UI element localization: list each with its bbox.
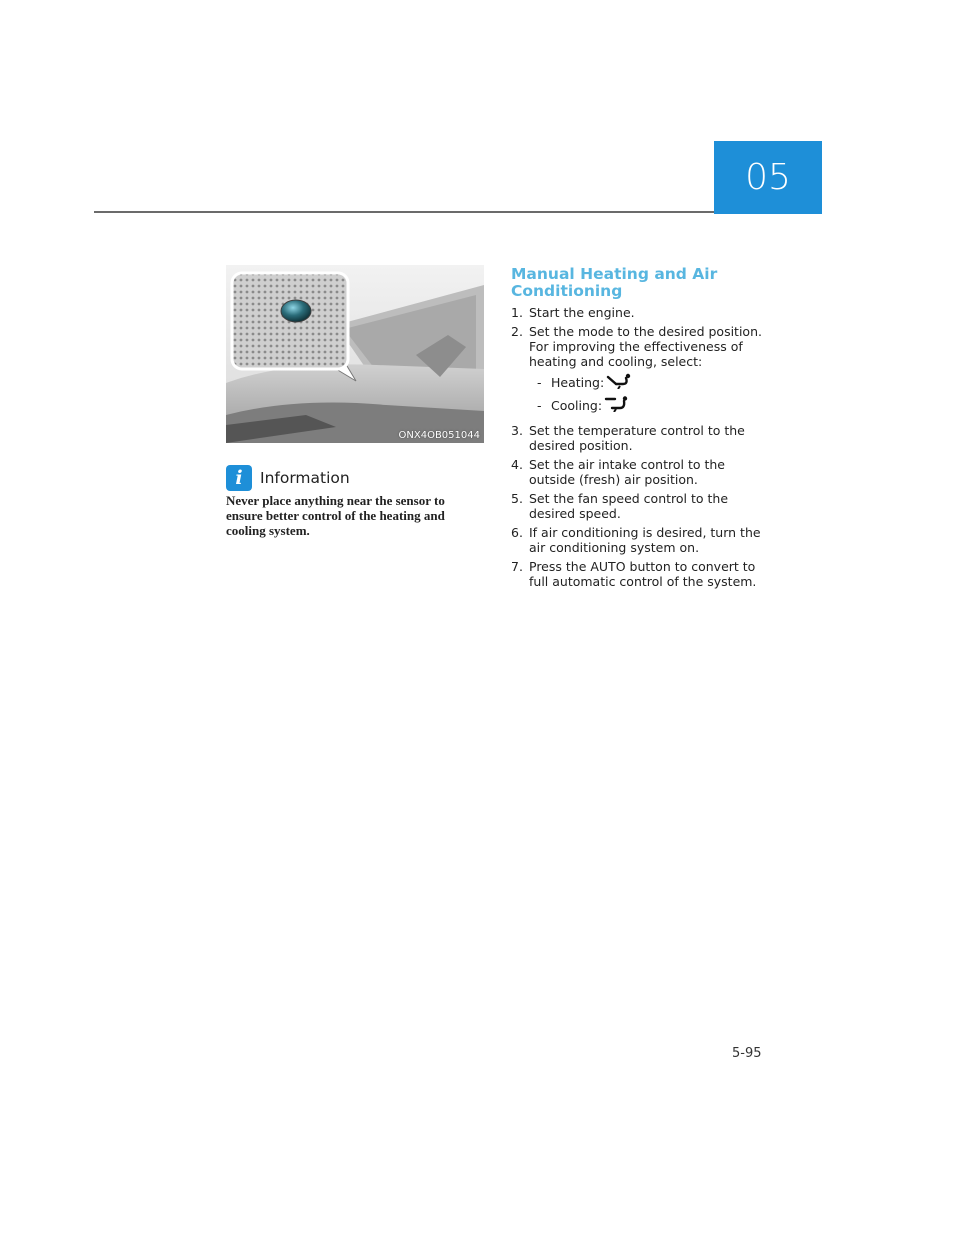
information-title: Information [260, 469, 350, 487]
mode-cooling [537, 396, 773, 415]
list-item [511, 491, 773, 521]
information-body: Never place anything near the sensor to ensure better control of the heating and cooling system. [226, 493, 445, 538]
figure-code: ONX4OB051044 [398, 430, 480, 441]
header-divider [94, 211, 714, 213]
steps-list [511, 305, 773, 593]
step-number: 3. [511, 423, 523, 438]
list-item [511, 423, 773, 453]
dash: - [537, 398, 542, 413]
car-windshield-sensor-image [226, 265, 484, 443]
list-item [511, 559, 773, 589]
step-text: If air conditioning is desired, turn the air conditioning system on. [529, 525, 761, 555]
list-item [511, 457, 773, 487]
list-item [511, 525, 773, 555]
section-title: Manual Heating and Air Conditioning [511, 265, 718, 300]
step-number: 7. [511, 559, 523, 574]
step-text: Set the mode to the desired position. For improving the effectiveness of heating and cooling, select: [529, 324, 762, 369]
step-number: 2. [511, 324, 523, 339]
step-text: Start the engine. [529, 305, 635, 320]
step-text: Set the air intake control to the outside (fresh) air position. [529, 457, 725, 487]
page-number: 5-95 [732, 1046, 762, 1061]
information-icon: i [226, 465, 252, 491]
step-number: 4. [511, 457, 523, 472]
mode-label: Cooling: [551, 398, 603, 413]
step-text: Press the AUTO button to convert to full automatic control of the system. [529, 559, 757, 589]
list-item [511, 305, 773, 320]
step-number: 5. [511, 491, 523, 506]
mode-label: Heating: [551, 375, 605, 390]
step-number: 6. [511, 525, 523, 540]
step-number: 1. [511, 305, 523, 320]
sensor-illustration [226, 265, 484, 443]
list-item [511, 324, 773, 419]
dash: - [537, 375, 542, 390]
chapter-number: 05 [745, 157, 791, 198]
face-airflow-icon [604, 396, 630, 415]
information-header [226, 464, 350, 492]
mode-heating [537, 373, 773, 392]
step-text: Set the temperature control to the desired position. [529, 423, 745, 453]
step-text: Set the fan speed control to the desired speed. [529, 491, 729, 521]
floor-airflow-icon [606, 373, 632, 392]
chapter-tab [714, 141, 822, 214]
